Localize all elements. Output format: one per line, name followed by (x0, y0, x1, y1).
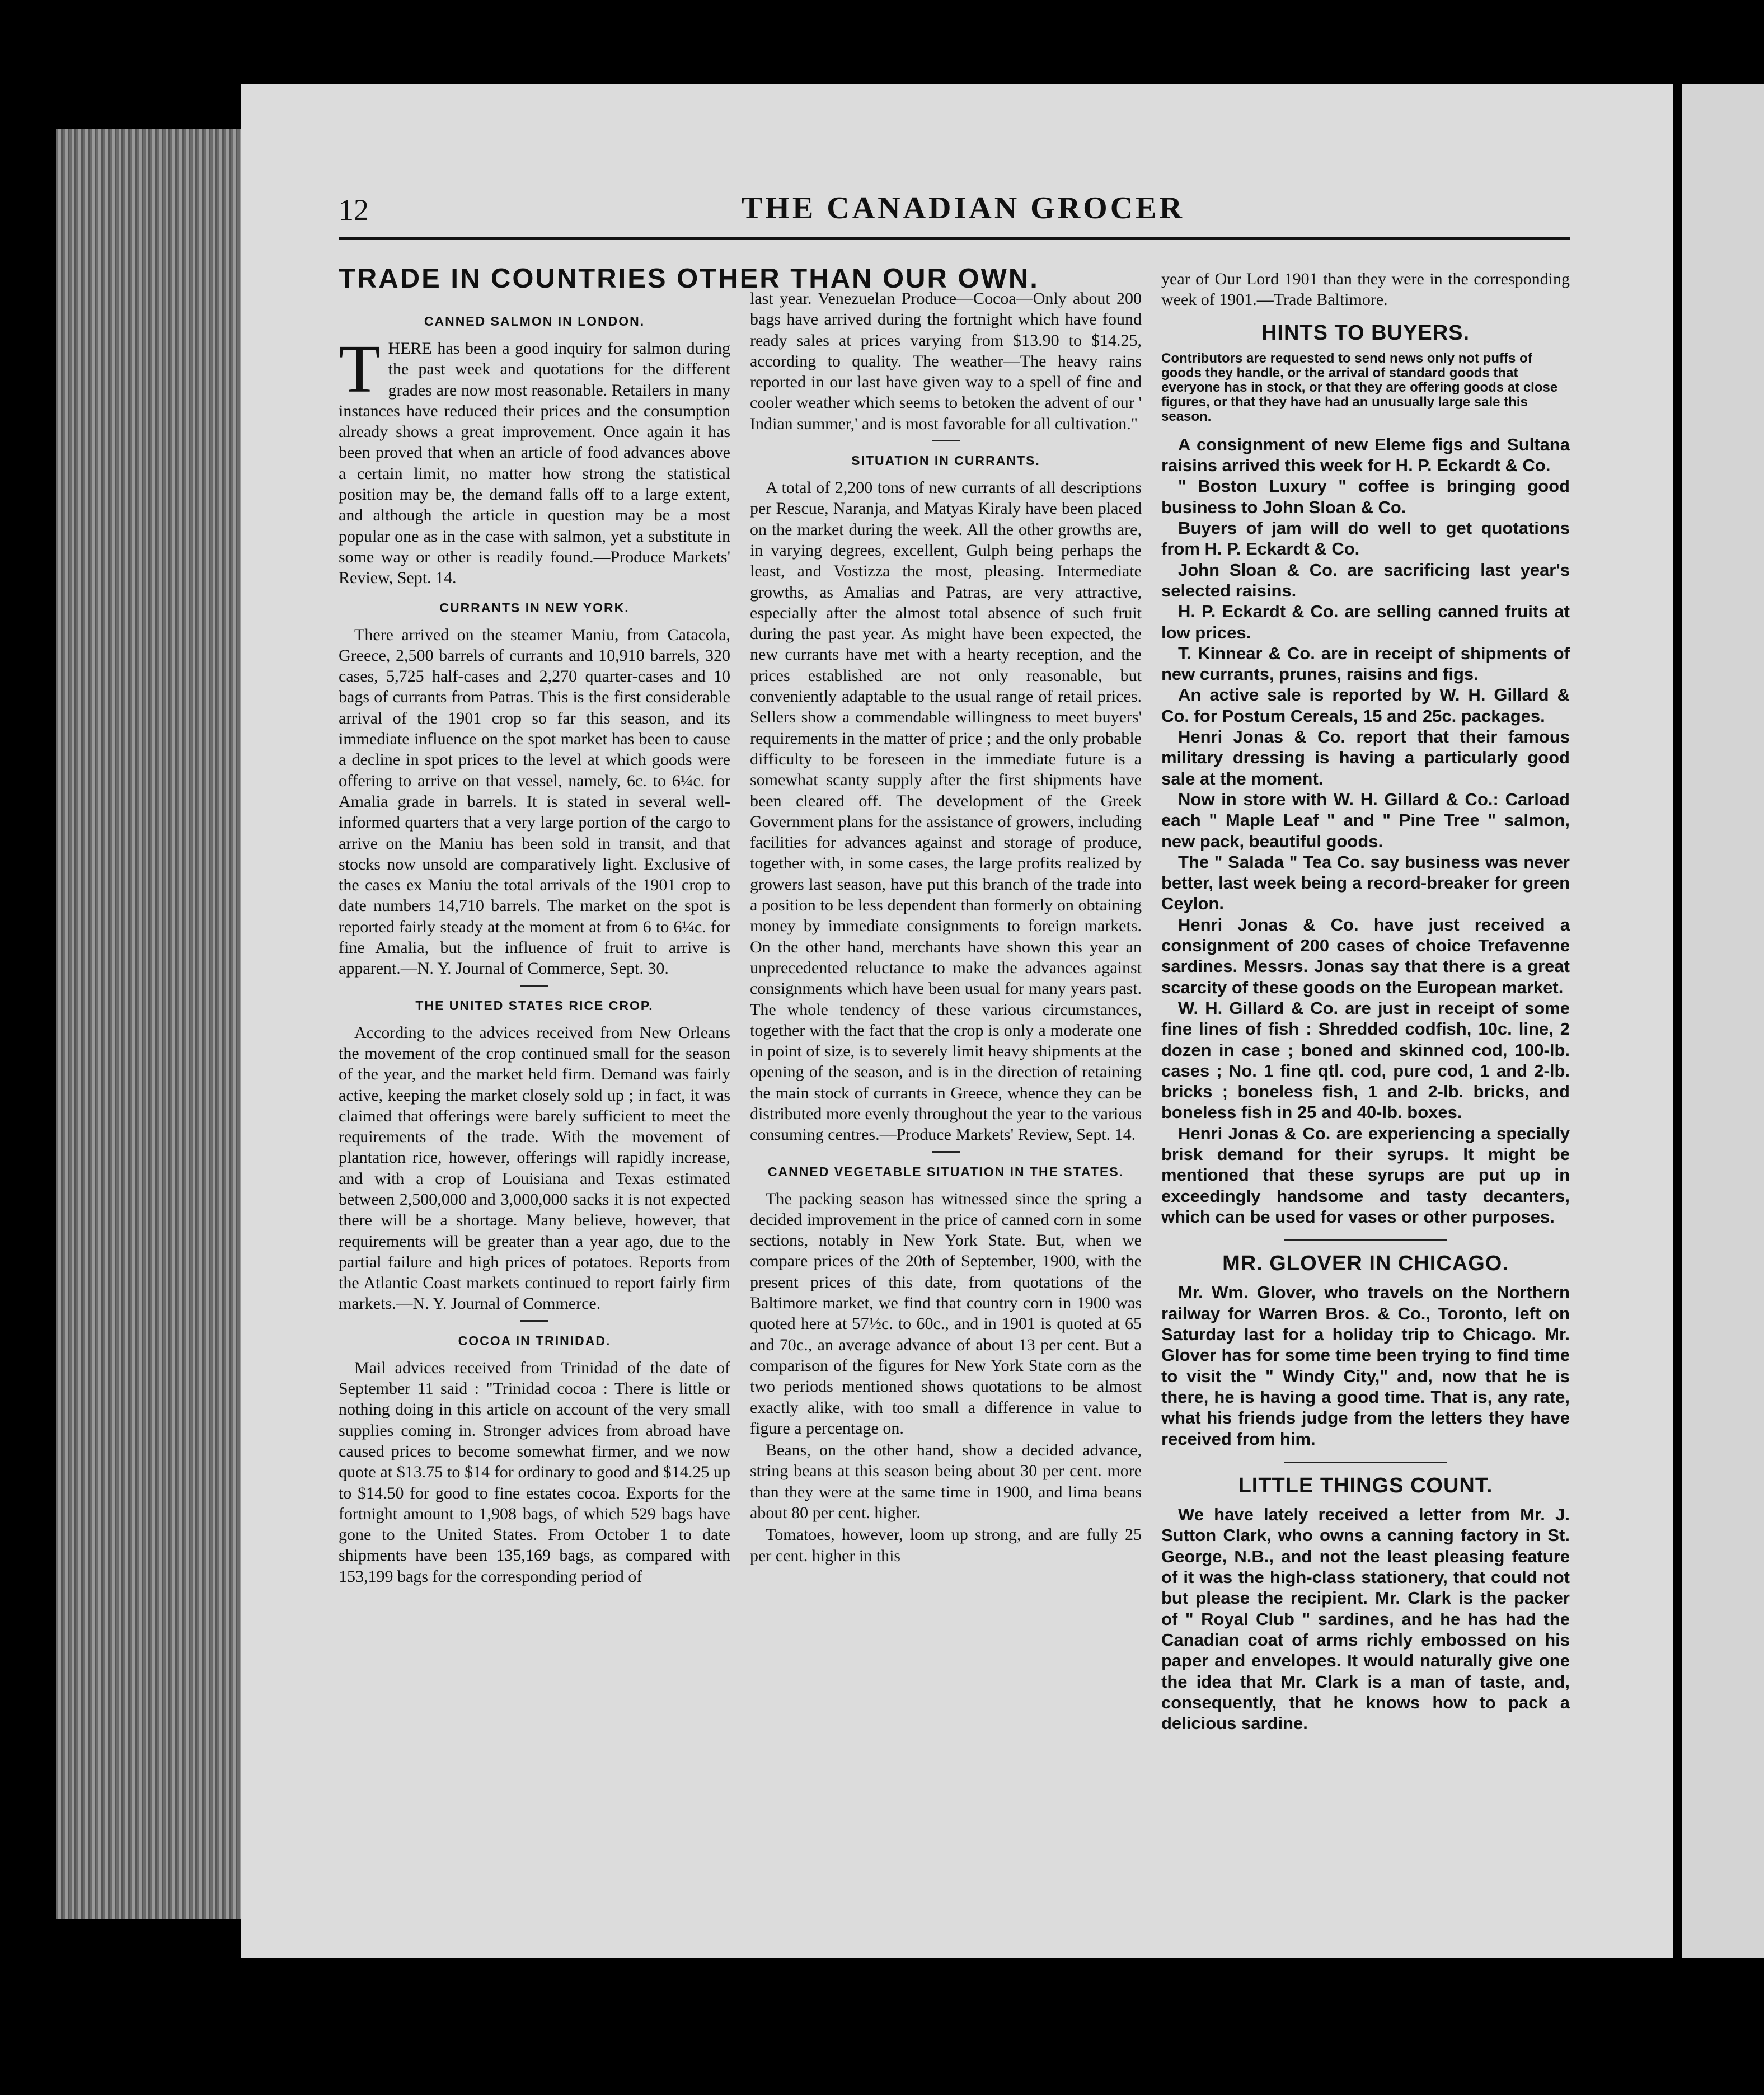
article-cocoa-continued: last year. Venezuelan Produce—Cocoa—Only about 200 bags have arrived during the fortnight which have found ready sales at prices varying from $13.90 to $14.25, according to quality. The weather—The heavy rains reported in our last have given way to a spell of fine and cooler weather which seems to betoken the advent of our ' Indian summer,' and is most favorable for all cultivation." (750, 289, 1142, 433)
section-heading-salmon: CANNED SALMON IN LONDON. (424, 314, 645, 328)
newspaper-page (241, 84, 1673, 1958)
hint-item: T. Kinnear & Co. are in receipt of shipments of new currants, prunes, raisins and figs. (1161, 643, 1570, 684)
article-rice: According to the advices received from New Orleans the movement of the crop continued small for the season of the year, and the market held firm. Demand was fairly active, keeping the market closely sold up ; in fact, it was claimed that offerings were barely sufficient to meet the requirements of the trade. With the movement of plantation rice, however, offerings will rapidly increase, and with a crop of Louisiana and Texas estimated between 2,500,000 and 3,000,000 sacks it is not expected there will be a shortage. Many believe, however, that requirements will be greater than a year ago, due to the partial failure and high prices of potatoes. Reports from the Atlantic Coast markets continued to report fairly firm markets.—N. Y. Journal of Commerce. (339, 1023, 730, 1313)
article-little-things: We have lately received a letter from Mr. J. Sutton Clark, who owns a canning factory in St. George, N.B., and not the least pleasing feature of it was the high-class stationery, that could not but please the recipient. Mr. Clark is the packer of " Royal Club " sardines, and he has had the Canadian coat of arms richly embossed on his paper and envelopes. It would naturally give one the idea that Mr. Clark is a man of taste, and, consequently, that he knows how to pack a delicious sardine. (1161, 1505, 1570, 1734)
divider (1284, 1462, 1447, 1463)
hint-item: Henri Jonas & Co. report that their famous military dressing is having a particularly good sale at the moment. (1161, 727, 1570, 788)
divider (932, 440, 960, 441)
hint-item: An active sale is reported by W. H. Gillard & Co. for Postum Cereals, 15 and 25c. packages. (1161, 685, 1570, 726)
article-cocoa: Mail advices received from Trinidad of the date of September 11 said : "Trinidad cocoa : There is little or nothing doing in this article on account of the very small supplies coming in. Stronger advices from abroad have caused prices to become somewhat firmer, and we now quote at $13.75 to $14 for ordinary to good and $14.25 up to $14.50 for good to fine estates cocoa. Exports for the fortnight amount to 1,908 bags, of which 529 bags have gone to the United States. From October 1 to date shipments have been 135,169 bags, as compared with 153,199 bags for the corresponding period of (339, 1358, 730, 1586)
hint-item: A consignment of new Eleme figs and Sultana raisins arrived this week for H. P. Eckardt & Co. (1161, 434, 1570, 476)
divider (520, 985, 548, 987)
hint-item: Buyers of jam will do well to get quotations from H. P. Eckardt & Co. (1161, 518, 1570, 559)
drop-cap: T (339, 331, 381, 407)
article-vegetables-p2: Beans, on the other hand, show a decided advance, string beans at this season being about 30 per cent. more than they were at the same time in 1900, and lima beans about 80 per cent. higher. (750, 1441, 1142, 1523)
hint-item: John Sloan & Co. are sacrificing last year's selected raisins. (1161, 560, 1570, 600)
section-heading-cocoa: COCOA IN TRINIDAD. (458, 1333, 611, 1348)
column-3 (1161, 269, 1570, 1734)
hint-item: Henri Jonas & Co. have just received a consignment of 200 cases of choice Trefavenne sardines. Messrs. Jonas say that there is a great scarcity of these goods on the European market. (1161, 914, 1570, 997)
section-heading-little-things: LITTLE THINGS COUNT. (1238, 1473, 1493, 1497)
article-vegetables-p3: Tomatoes, however, loom up strong, and are fully 25 per cent. higher in this (750, 1525, 1142, 1565)
hints-editor-note: Contributors are requested to send news only not puffs of goods they handle, or the arrival of standard goods that everyone has in stock, or that they are offering goods at close figures, or that they have had an unusually large sale this season. (1161, 350, 1558, 424)
hint-item: Now in store with W. H. Gillard & Co.: Carload each " Maple Leaf " and " Pine Tree " salmon, new pack, beautiful goods. (1161, 789, 1570, 851)
divider (1284, 1239, 1447, 1241)
book-edge (56, 129, 246, 1919)
section-heading-currants-ny: CURRANTS IN NEW YORK. (439, 600, 630, 615)
article-vegetables-p1: The packing season has witnessed since the spring a decided improvement in the price of canned corn in some sections, notably in New York State. But, when we compare prices of the 20th of September, 1900, with the present prices of this date, from quotations of the Baltimore market, we find that country corn in 1900 was quoted here at 57½c. to 60c., and in 1901 is quoted at 65 and 70c., an average advance of about 13 per cent. But a comparison of the figures for New York State corn as the two periods mentioned shows quotations to be almost exactly alike, with too small a difference in value to figure a percentage on. (750, 1189, 1142, 1438)
hint-item: " Boston Luxury " coffee is bringing good business to John Sloan & Co. (1161, 476, 1570, 517)
facing-page-edge (1682, 84, 1764, 1958)
section-heading-glover: MR. GLOVER IN CHICAGO. (1222, 1252, 1509, 1276)
article-glover: Mr. Wm. Glover, who travels on the Northern railway for Warren Bros. & Co., Toronto, left on Saturday last for a holiday trip to Chicago. Mr. Glover has for some time been trying to find time to visit the " Windy City," and, now that he is there, he is having a good time. That is, any rate, what his friends judge from the letters they have received from him. (1161, 1283, 1570, 1449)
hint-item: The " Salada " Tea Co. say business was never better, last week being a record-breaker for green Ceylon. (1161, 852, 1570, 914)
section-heading-vegetables: CANNED VEGETABLE SITUATION IN THE STATES. (767, 1164, 1124, 1179)
header-rule (339, 237, 1570, 240)
hint-item: H. P. Eckardt & Co. are selling canned fruits at low prices. (1161, 602, 1570, 642)
section-heading-hints: HINTS TO BUYERS. (1261, 321, 1470, 345)
article-currants-ny: There arrived on the steamer Maniu, from Catacola, Greece, 2,500 barrels of currants and 10,910 barrels, 320 cases, 5,725 half-cases and 2,270 quarter-cases and 10 bags of currants from Patras. This is the first considerable arrival of the 1901 crop so far this season, and its immediate influence on the spot market has been to cause a decline in spot prices to the level at which goods were offering to arrive on that vessel, namely, 6c. to 6¼c. for Amalia grade in barrels. It is stated in several well-informed quarters that a very large portion of the cargo to arrive on the Maniu has been sold in transit, and that stocks now unsold are comparatively light. Exclusive of the cases ex Maniu the total arrivals of the 1901 crop to date numbers 14,710 barrels. The market on the spot is reported fairly steady at the moment at from 6 to 6¼c. for fine Amalia, but the influence of fruit to arrive is apparent.—N. Y. Journal of Commerce, Sept. 30. (339, 625, 730, 978)
hint-item: W. H. Gillard & Co. are just in receipt of some fine lines of fish : Shredded codfish, 10c. line, 2 dozen in case ; boned and skinned cod, 100-lb. cases ; No. 1 fine qtl. cod, pure cod, 1 and 2-lb. bricks ; boneless fish, 1 and 2-lb. bricks, and boneless fish in 25 and 40-lb. boxes. (1161, 998, 1570, 1122)
article-salmon (339, 331, 730, 589)
hint-item: Henri Jonas & Co. are experiencing a specially brisk demand for their syrups. It might be mentioned that these syrups are put up in exceedingly handsome and tasty decanters, which can be used for vases or other purposes. (1161, 1123, 1570, 1227)
main-headline: TRADE IN COUNTRIES OTHER THAN OUR OWN. (339, 264, 1039, 294)
column-1 (339, 313, 730, 1588)
page-content (339, 190, 1570, 1880)
running-head (339, 190, 1570, 229)
divider (932, 1151, 960, 1153)
section-heading-rice: THE UNITED STATES RICE CROP. (415, 998, 654, 1013)
article-vegetables-tail: year of Our Lord 1901 than they were in the corresponding week of 1901.—Trade Baltimore. (1161, 270, 1570, 309)
section-heading-currants: SITUATION IN CURRANTS. (851, 453, 1040, 468)
page-number: 12 (339, 193, 369, 227)
article-currants: A total of 2,200 tons of new currants of all descriptions per Rescue, Naranja, and Matyas Kiraly have been placed on the market during the week. All the other growths are, in varying degrees, excellent, Gulph being perhaps the least, and Vostizza the most, pleasing. Intermediate growths, as Amalias and Patras, are very attractive, especially after the almost total absence of such fruit during the past year. As might have been expected, the new currants have met with a hearty reception, and the prices established are not only reasonable, but conveniently adaptable to the usual range of retail prices. Sellers show a commendable willingness to meet buyers' requirements in the matter of price ; and the only probable difficulty to be foreseen in the immediate future is a somewhat scanty supply after the first shipments have been cleared off. The development of the Greek Government plans for the assistance of growers, including facilities for advances against and storage of produce, together with, in some cases, the large profits realized by growers last season, have put this branch of the trade into a position to be less dependent than formerly on obtaining money by immediate consignments to foreign markets. On the other hand, merchants have shown this year an unprecedented reluctance to make the advances against consignments which have been usual for many years past. The whole tendency of these various circumstances, together with the fact that the crop is only a moderate one in point of size, is to severely limit heavy shipments at the opening of the season, and is in the direction of retaining the main stock of currants in Greece, whence they can be distributed more evenly throughout the year to the various consuming centres.—Produce Markets' Review, Sept. 14. (750, 478, 1142, 1144)
article-salmon-text: HERE has been a good inquiry for salmon during the past week and quotations for the different grades are now most reasonable. Retailers in many instances have reduced their prices and the consumption already shows a great improvement. Once again it has been proved that when an article of food advances above a certain limit, no matter how strong the statistical position may be, the demand falls off to a large extent, and although the article in question may be a most popular one as in the case with salmon, yet a substitute in some way or other is readily found.—Produce Markets' Review, Sept. 14. (339, 339, 730, 588)
column-2 (750, 288, 1142, 1567)
divider (520, 1320, 548, 1322)
journal-title: THE CANADIAN GROCER (742, 191, 1185, 226)
